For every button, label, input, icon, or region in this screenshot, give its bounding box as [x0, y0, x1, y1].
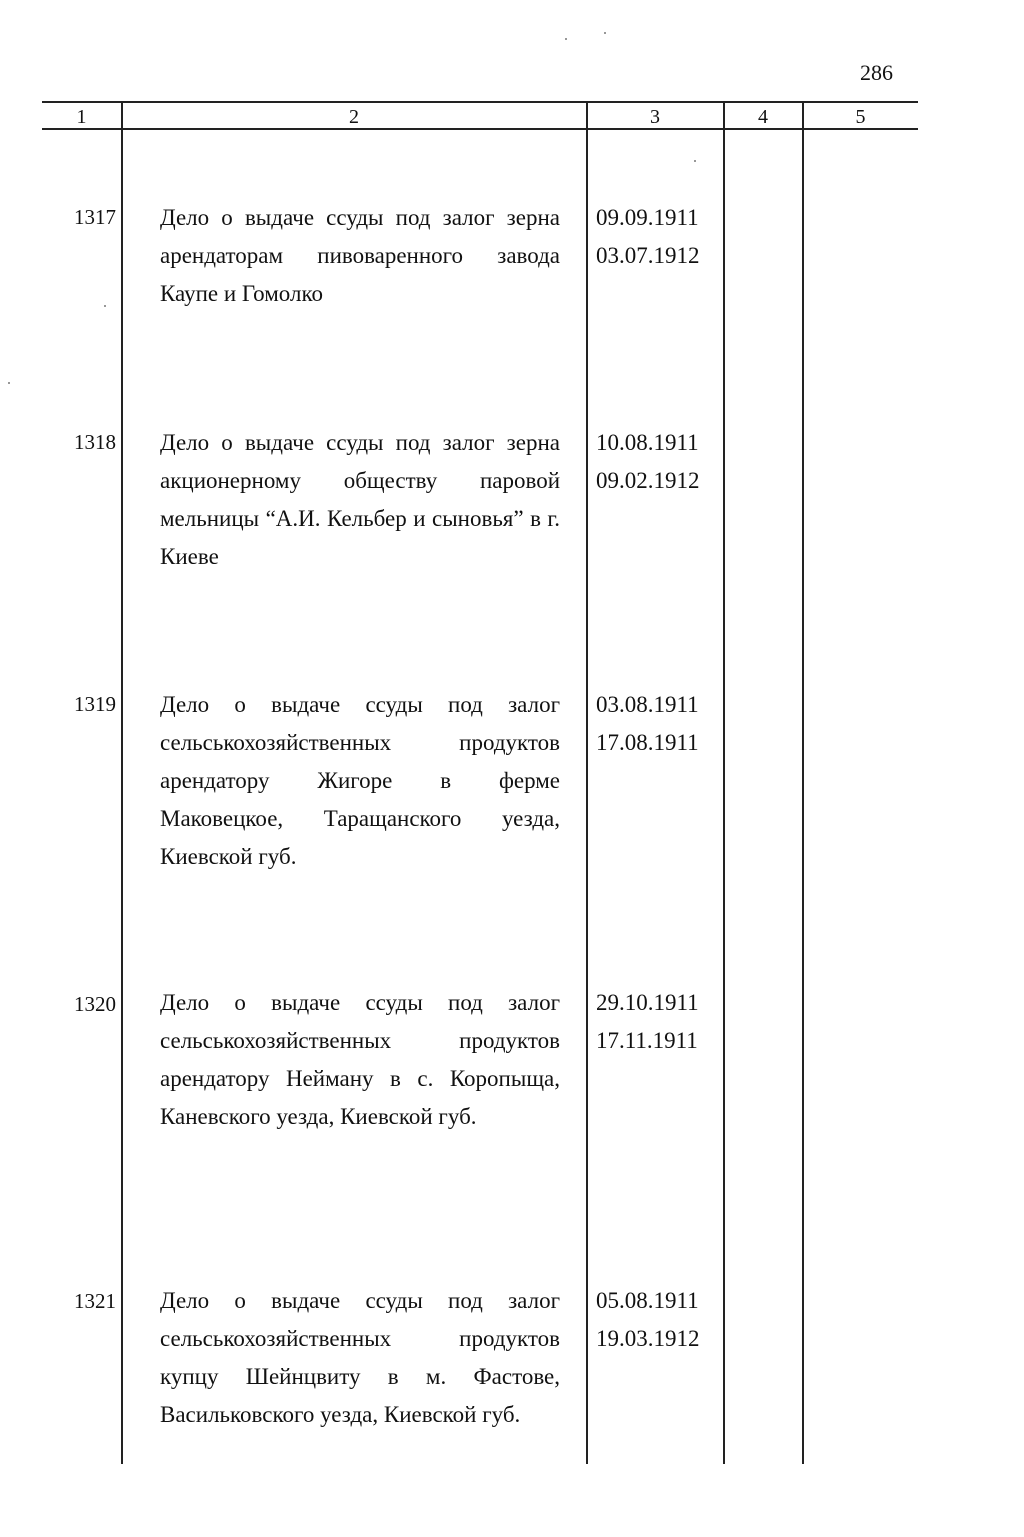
- row-number: 1321: [74, 1289, 116, 1313]
- column-header-3: 3: [650, 106, 660, 128]
- row-dates: [596, 424, 700, 500]
- row-number: 1317: [74, 205, 116, 229]
- date-start: 09.09.1911: [596, 205, 699, 230]
- column-header-2: 2: [349, 106, 359, 128]
- date-start: 29.10.1911: [596, 990, 699, 1015]
- column-divider-4: [802, 101, 804, 1464]
- column-header-4: 4: [758, 106, 768, 128]
- row-dates: [596, 1282, 700, 1358]
- date-start: 10.08.1911: [596, 430, 699, 455]
- row-number: 1320: [74, 992, 116, 1016]
- column-divider-3: [723, 101, 725, 1464]
- column-header-5: 5: [855, 106, 866, 128]
- date-end: 17.08.1911: [596, 730, 699, 755]
- row-description: Дело о выдаче ссуды под залог сельськохозяйственных продуктов арендатору Жигоре в ферме Маковецкое, Таращанского уезда, Киевской губ.: [160, 692, 560, 869]
- row-dates: [596, 686, 699, 762]
- row-description: Дело о выдаче ссуды под залог зерна арендаторам пивоваренного завода Каупе и Гомолко: [160, 205, 560, 306]
- row-description: Дело о выдаче ссуды под залог сельськохозяйственных продуктов купцу Шейнцвиту в м. Фастове, Васильковского уезда, Киевской губ.: [160, 1288, 560, 1427]
- date-end: 09.02.1912: [596, 468, 700, 493]
- row-number: 1319: [74, 692, 116, 716]
- page-number: 286: [860, 60, 893, 85]
- date-start: 03.08.1911: [596, 692, 699, 717]
- date-end: 03.07.1912: [596, 243, 700, 268]
- date-start: 05.08.1911: [596, 1288, 699, 1313]
- date-end: 19.03.1912: [596, 1326, 700, 1351]
- table-top-rule: [42, 101, 918, 103]
- column-divider-2: [586, 101, 588, 1464]
- row-description: Дело о выдаче ссуды под залог зерна акционерному обществу паровой мельницы “А.И. Кельбер и сыновья” в г. Киеве: [160, 430, 560, 569]
- date-end: 17.11.1911: [596, 1028, 698, 1053]
- column-divider-1: [121, 101, 123, 1464]
- row-description: Дело о выдаче ссуды под залог сельськохозяйственных продуктов арендатору Нейману в с. Коропыща, Каневского уезда, Киевской губ.: [160, 990, 560, 1129]
- row-number: 1318: [74, 430, 116, 454]
- row-dates: [596, 199, 700, 275]
- row-dates: [596, 984, 699, 1060]
- column-header-1: 1: [76, 106, 87, 128]
